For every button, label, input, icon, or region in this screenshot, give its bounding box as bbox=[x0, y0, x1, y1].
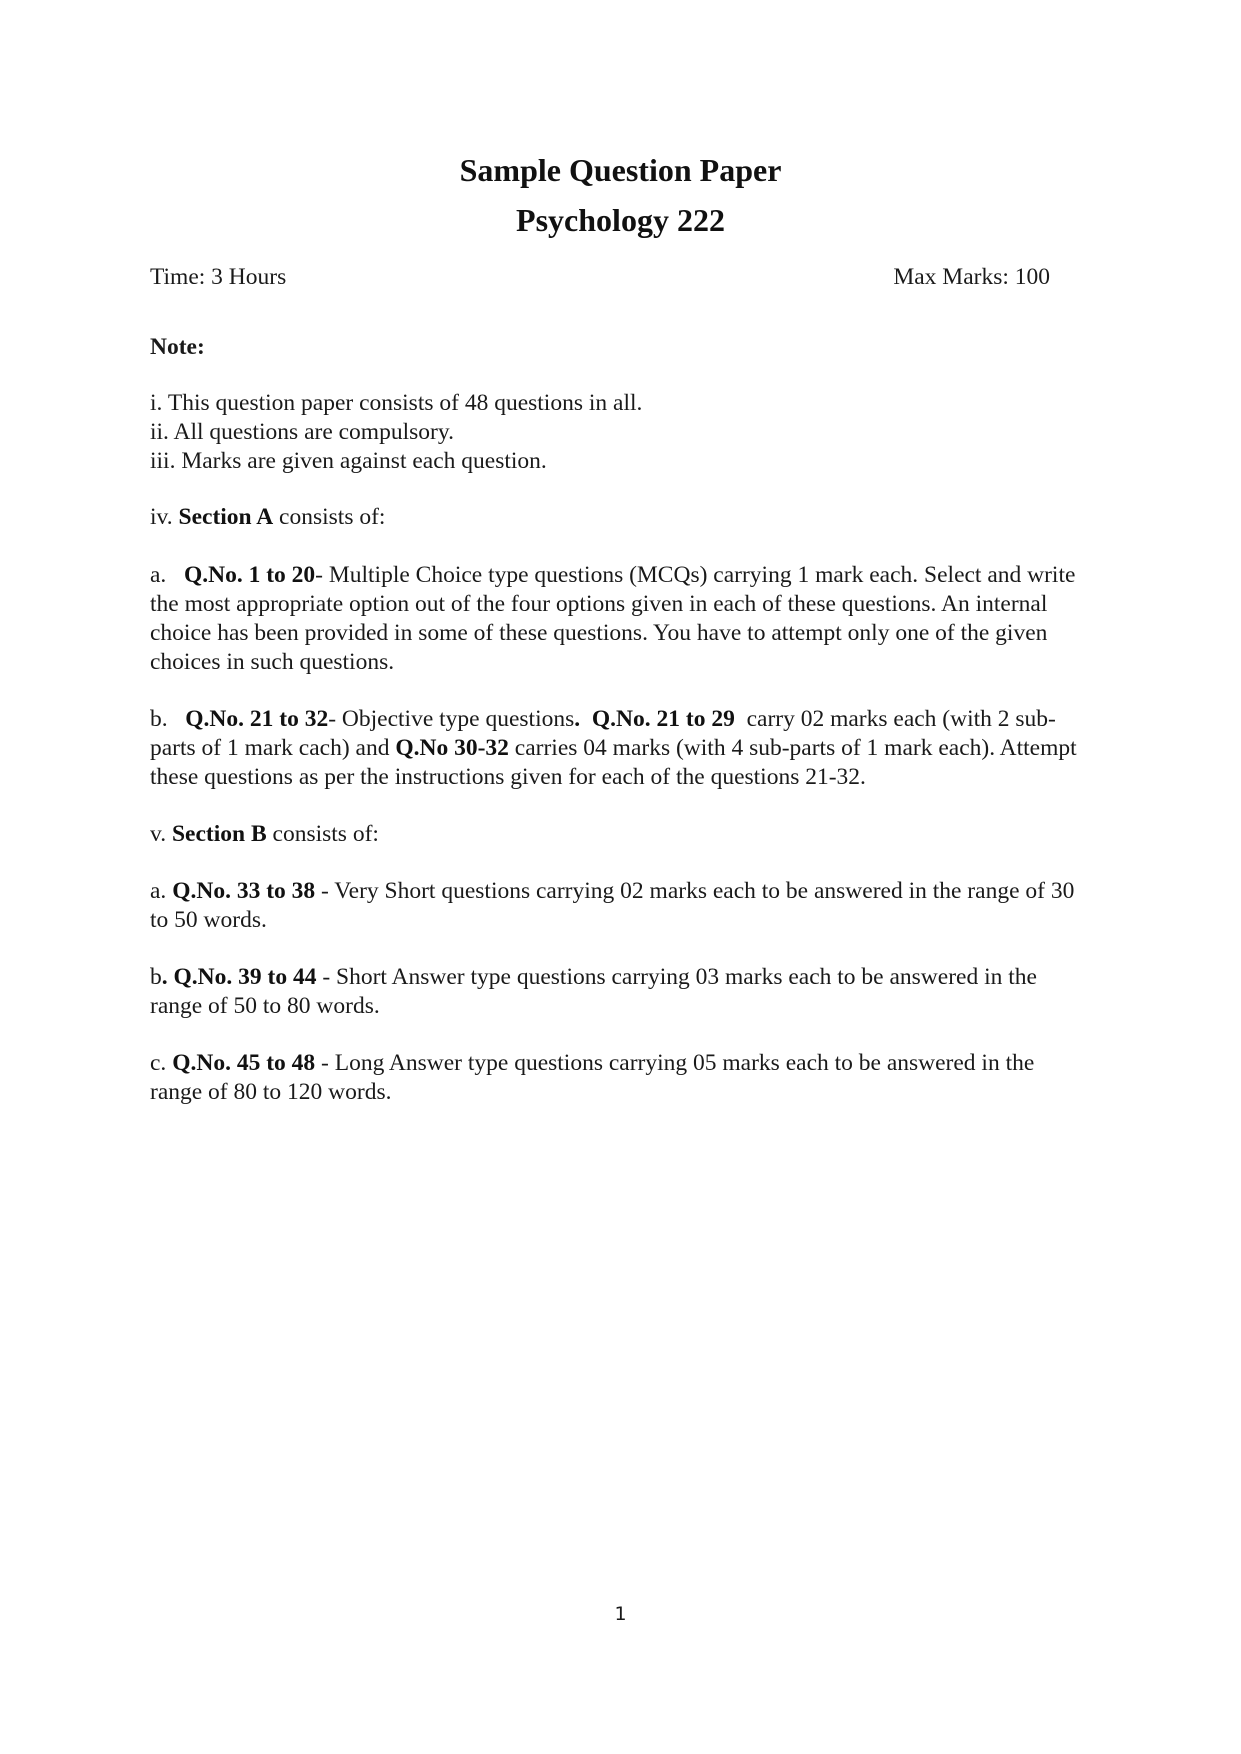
question-range: Q.No. 45 to 48 bbox=[172, 1050, 316, 1076]
item-description: carry 02 marks each (with 2 sub- parts of 1 mark cach) and bbox=[150, 706, 1056, 761]
section-a-item-b bbox=[150, 705, 1090, 792]
paper-title: Sample Question Paper bbox=[459, 152, 782, 188]
section-prefix: v. bbox=[150, 821, 172, 847]
question-range: Q.No. 33 to 38 bbox=[172, 878, 316, 904]
section-label: Section B bbox=[171, 821, 267, 847]
item-description: - Multiple Choice type questions (MCQs) carrying 1 mark each. Select and write the most appropriate option out of the four options given in each of these questions. An internal choice has been provided in some of these questions. You have to attempt only one of the given choices in such questions. bbox=[150, 562, 1076, 675]
note-item: i. This question paper consists of 48 questions in all. bbox=[150, 390, 643, 416]
item-description: - Short Answer type questions carrying 03 marks each to be answered in the range of 50 to 80 words. bbox=[150, 964, 1037, 1019]
item-description: carries 04 marks (with 4 sub-parts of 1 mark each). Attempt these questions as per the instructions given for each of the questions 21-32. bbox=[150, 735, 1077, 790]
question-range: . Q.No. 39 to 44 bbox=[161, 964, 317, 990]
item-marker: b bbox=[150, 964, 162, 990]
question-range: Q.No. 21 to 32 bbox=[185, 706, 329, 732]
section-a-item-a bbox=[150, 561, 1090, 677]
item-marker: a. bbox=[150, 562, 167, 588]
question-range: Q.No. 21 to 29 bbox=[591, 706, 735, 732]
time-marks-row bbox=[150, 263, 1050, 292]
item-description: - Very Short questions carrying 02 marks each to be answered in the range of 30 to 50 words. bbox=[150, 878, 1075, 933]
item-description: - Long Answer type questions carrying 05 marks each to be answered in the range of 80 to 120 words. bbox=[150, 1050, 1035, 1105]
section-b-item-b bbox=[150, 963, 1090, 1021]
section-a-heading bbox=[150, 503, 1090, 532]
item-marker: b. bbox=[150, 706, 168, 732]
section-prefix: iv. bbox=[150, 504, 179, 530]
notes-list bbox=[150, 389, 1090, 476]
note-heading: Note: bbox=[150, 334, 205, 360]
time-text: Time: 3 Hours bbox=[150, 264, 287, 290]
item-period: . bbox=[574, 706, 581, 732]
section-suffix: consists of: bbox=[273, 504, 386, 530]
section-b-item-a bbox=[150, 877, 1090, 935]
section-label: Section A bbox=[178, 504, 274, 530]
question-range: Q.No. 1 to 20 bbox=[183, 562, 316, 588]
section-suffix: consists of: bbox=[266, 821, 379, 847]
question-range: Q.No 30-32 bbox=[395, 735, 509, 761]
section-b-item-c bbox=[150, 1049, 1090, 1107]
note-item: iii. Marks are given against each question. bbox=[150, 448, 547, 474]
item-marker: a. bbox=[150, 878, 173, 904]
item-marker: c. bbox=[150, 1050, 173, 1076]
paper-subtitle: Psychology 222 bbox=[516, 202, 725, 238]
max-marks-text: Max Marks: 100 bbox=[893, 264, 1050, 290]
page-number: 1 bbox=[614, 1603, 627, 1625]
note-item: ii. All questions are compulsory. bbox=[150, 419, 454, 445]
item-description: - Objective type questions bbox=[328, 706, 575, 732]
section-b-heading bbox=[150, 820, 1090, 849]
